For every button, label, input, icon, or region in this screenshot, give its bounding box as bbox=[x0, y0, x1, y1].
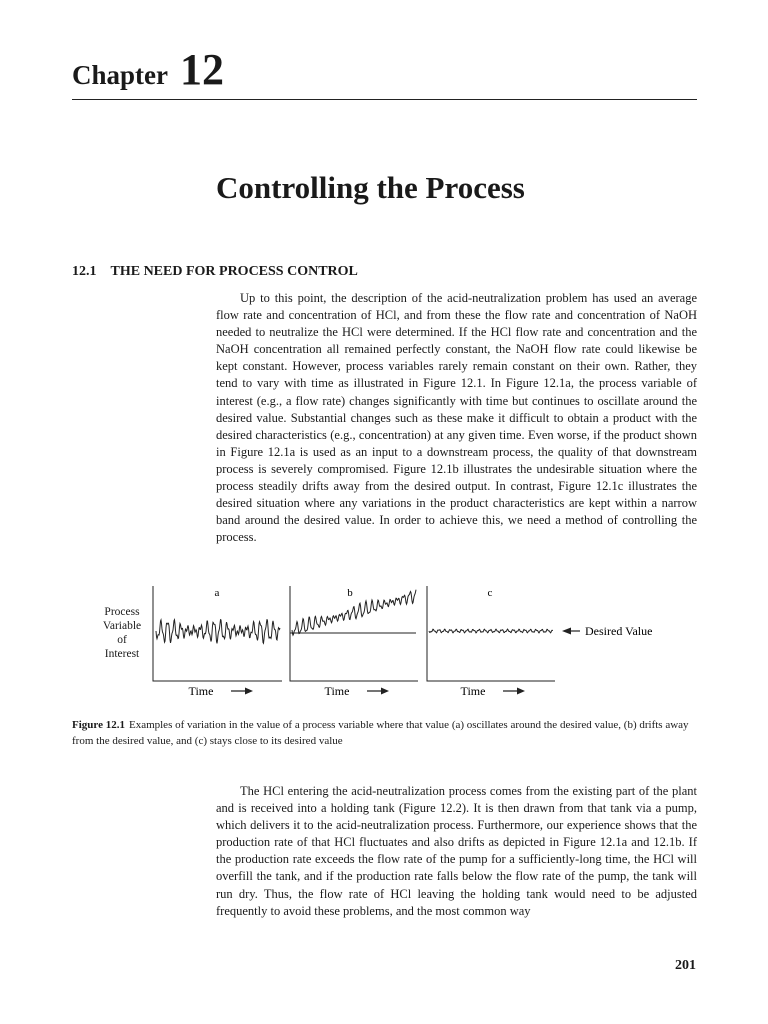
chapter-label: Chapter bbox=[72, 60, 168, 90]
panel-a-time-arrow bbox=[231, 688, 253, 695]
y-axis-label bbox=[103, 606, 141, 660]
panel-a-signal bbox=[156, 619, 280, 643]
body-paragraph-2: The HCl entering the acid-neutralization process comes from the existing part of the plant and is received into a holding tank (Figure 12.2). It is then drawn from that tank via a pump, which delivers it to the acid-neutralization process. Furthermore, our experience shows that the production rate of that HCl fluctuates and also drifts as depicted in Figure 12.1a and 12.1b. If the production rate exceeds the flow rate of the pump for a sufficiently-long time, the HCl will overfill the tank, and if the production rate falls below the flow rate of the pump, the tank will run dry. Thus, the flow rate of HCl leaving the holding tank would need to be adjusted frequently to avoid these problems, and the most common way bbox=[216, 784, 697, 918]
panel-c-time-arrow bbox=[503, 688, 525, 695]
desired-value-label: Desired Value bbox=[585, 624, 653, 638]
caption-text: Examples of variation in the value of a process variable where that value (a) oscillates around the desired value, (b) drifts away from the desired value, and (c) stays close to its desired value bbox=[72, 719, 689, 747]
panel-b-signal bbox=[292, 590, 416, 636]
panel-a bbox=[153, 586, 282, 698]
page-number: 201 bbox=[675, 958, 696, 973]
figure-caption bbox=[72, 717, 697, 749]
section-title: THE NEED FOR PROCESS CONTROL bbox=[110, 264, 358, 279]
panel-c-letter: c bbox=[487, 587, 493, 599]
chapter-title: Controlling the Process bbox=[216, 170, 525, 205]
panel-a-time-label: Time bbox=[188, 684, 214, 698]
chapter-rule bbox=[72, 99, 697, 100]
desired-value-annotation bbox=[562, 624, 652, 638]
panel-b bbox=[290, 586, 418, 698]
y-label-line-2: Variable bbox=[102, 620, 142, 632]
panel-b-time-arrow bbox=[367, 688, 389, 695]
panel-b-letter: b bbox=[347, 587, 353, 599]
section-heading bbox=[72, 264, 358, 280]
chapter-number: 12 bbox=[180, 45, 224, 94]
desired-value-arrowhead bbox=[562, 628, 571, 635]
body-paragraph-1: Up to this point, the description of the acid-neutralization problem has used an average flow rate and concentration of HCl, and from these the flow rate and concentration of NaOH needed to neutralize the HCl were determined. If the HCl flow rate and concentration and the NaOH concentration all remained perfectly constant, the NaOH flow rate could likewise be kept constant. However, process variables rarely remain constant on their own. Rather, they tend to vary with time as illustrated in Figure 12.1. In Figure 12.1a, the process variable of interest (e.g., a flow rate) changes significantly with time but continues to oscillate around the desired value. Substantial changes such as these make it difficult to obtain a product with the desired characteristics (e.g., concentration) at any given time. Even worse, if the product shown in Figure 12.1a is used as an input to a downstream process, the quality of that downstream process is severely compromised. Figure 12.1b illustrates the undesirable situation where the process steadily drifts away from the desired output. In contrast, Figure 12.1c illustrates the desired situation where any variations in the product characteristics are kept within a narrow band around the desired value. In order to achieve this, we need a method of controlling the process. bbox=[216, 291, 697, 545]
y-label-line-1: Process bbox=[104, 606, 140, 618]
caption-label: Figure 12.1 bbox=[72, 719, 125, 731]
y-label-line-3: of bbox=[117, 634, 127, 646]
panel-c-axes bbox=[427, 586, 555, 681]
panel-c bbox=[427, 586, 555, 698]
panel-b-time-label: Time bbox=[324, 684, 350, 698]
y-label-line-4: Interest bbox=[104, 648, 140, 660]
figure-12-1 bbox=[90, 578, 710, 708]
panel-a-letter: a bbox=[214, 587, 220, 599]
panel-c-signal bbox=[429, 629, 553, 633]
panel-c-time-label: Time bbox=[460, 684, 486, 698]
chapter-header bbox=[72, 44, 224, 95]
section-number: 12.1 bbox=[72, 264, 97, 279]
